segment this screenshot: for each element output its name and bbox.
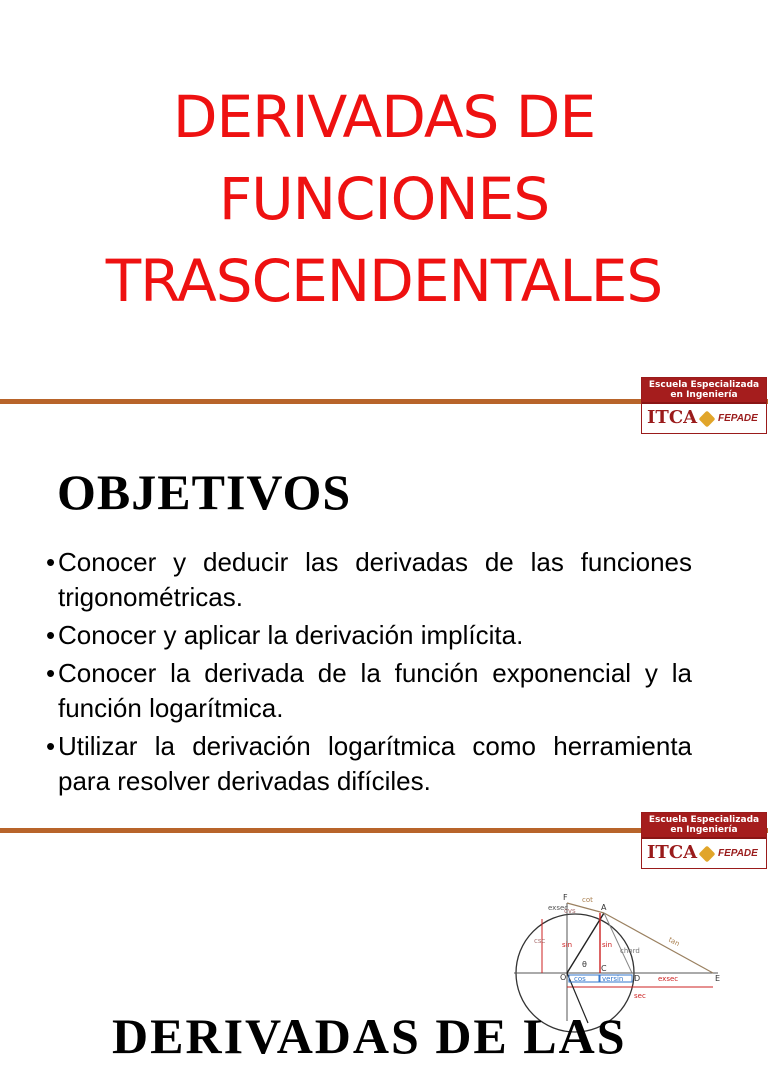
- label-exsec-top: exsec: [548, 904, 569, 912]
- label-theta: θ: [582, 960, 587, 969]
- title-line-1: DERIVADAS DE: [172, 83, 596, 151]
- logo-itca-text: ITCA: [647, 842, 698, 863]
- objective-item: • Utilizar la derivación logarítmica como herramienta para resolver derivadas difíciles.: [46, 729, 692, 799]
- fepade-sun-icon: [699, 411, 716, 428]
- slide-title: [0, 76, 768, 322]
- label-C: C: [601, 964, 607, 973]
- fepade-sun-icon: [699, 846, 716, 863]
- label-versin: versin: [602, 975, 624, 983]
- label-chord: chord: [620, 947, 640, 955]
- label-tan: tan: [667, 935, 681, 949]
- title-line-3: TRASCENDENTALES: [105, 247, 663, 315]
- title-line-2: FUNCIONES: [218, 165, 550, 233]
- objectives-slide: [0, 380, 768, 827]
- objective-item: • Conocer y deducir las derivadas de las funciones trigonométricas.: [46, 545, 692, 615]
- itca-fepade-logo: [641, 812, 767, 869]
- objective-item: • Conocer la derivada de la función exponencial y la función logarítmica.: [46, 656, 692, 726]
- label-sin-right: sin: [602, 941, 613, 949]
- logo-itca-text: ITCA: [647, 407, 698, 428]
- objectives-heading: OBJETIVOS: [57, 464, 352, 520]
- objectives-list: [46, 545, 692, 802]
- label-A: A: [601, 903, 607, 912]
- label-D: D: [634, 974, 641, 983]
- title-slide: [0, 0, 768, 395]
- trig-derivatives-slide: [0, 815, 768, 1064]
- label-cos: cos: [574, 975, 586, 983]
- logo-school-line-1: Escuela Especializada: [648, 380, 760, 390]
- itca-fepade-logo: [641, 377, 767, 434]
- label-E: E: [715, 974, 721, 983]
- objective-item: • Conocer y aplicar la derivación implícita.: [46, 618, 692, 653]
- label-sin-left: sin: [562, 941, 573, 949]
- logo-school-line-1: Escuela Especializada: [648, 815, 760, 825]
- label-exsec: exsec: [658, 975, 679, 983]
- logo-school-line-2: en Ingeniería: [670, 825, 738, 835]
- unit-circle-diagram: [508, 887, 740, 1024]
- trig-derivatives-heading: DERIVADAS DE LAS: [112, 1008, 627, 1064]
- label-csc: csc: [534, 937, 546, 945]
- label-cot: cot: [582, 896, 593, 904]
- label-F: F: [563, 893, 568, 902]
- label-sec: sec: [634, 992, 646, 1000]
- logo-school-line-2: en Ingeniería: [670, 390, 738, 400]
- label-O: O: [560, 973, 567, 982]
- logo-fepade-text: FEPADE: [718, 413, 758, 424]
- tan-line: [604, 913, 713, 973]
- label-cvs: cvs: [564, 907, 576, 915]
- logo-fepade-text: FEPADE: [718, 848, 758, 859]
